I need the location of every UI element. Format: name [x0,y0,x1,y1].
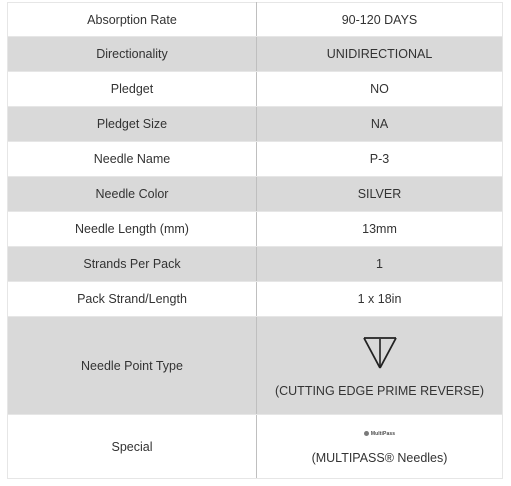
spec-value-special [257,415,503,479]
spec-value: 1 x 18in [257,282,503,317]
spec-value: SILVER [257,177,503,212]
spec-label: Pack Strand/Length [8,282,257,317]
spec-row-directionality [8,37,503,72]
cutting-edge-prime-reverse-icon [363,336,397,370]
spec-value-needle-point [257,317,503,415]
spec-value: 90-120 DAYS [257,3,503,37]
spec-row-pledget-size [8,107,503,142]
special-caption: (MULTIPASS® Needles) [311,450,448,465]
spec-row-needle-length [8,212,503,247]
spec-label: Needle Name [8,142,257,177]
spec-row-special [8,415,503,479]
spec-value: P-3 [257,142,503,177]
spec-label: Pledget Size [8,107,257,142]
spec-label: Pledget [8,72,257,107]
multipass-logo [364,429,395,439]
product-spec-table [7,2,503,479]
spec-row-pack-strand-length [8,282,503,317]
spec-label: Needle Color [8,177,257,212]
spec-value: 1 [257,247,503,282]
spec-label: Directionality [8,37,257,72]
needle-point-caption: (CUTTING EDGE PRIME REVERSE) [274,383,485,398]
spec-row-pledget [8,72,503,107]
spec-row-strands-per-pack [8,247,503,282]
multipass-logo-text: MultiPass [370,430,396,437]
spec-value: UNIDIRECTIONAL [257,37,503,72]
spec-row-absorption-rate [8,3,503,37]
spec-label: Needle Length (mm) [8,212,257,247]
spec-row-needle-point-type [8,317,503,415]
spec-label: Needle Point Type [8,317,257,415]
spec-value: NO [257,72,503,107]
spec-row-needle-name [8,142,503,177]
spec-label: Absorption Rate [8,3,257,37]
spec-value: NA [257,107,503,142]
spec-label: Special [8,415,257,479]
spec-label: Strands Per Pack [8,247,257,282]
spec-row-needle-color [8,177,503,212]
multipass-logo-mark-icon [364,431,369,436]
spec-value: 13mm [257,212,503,247]
